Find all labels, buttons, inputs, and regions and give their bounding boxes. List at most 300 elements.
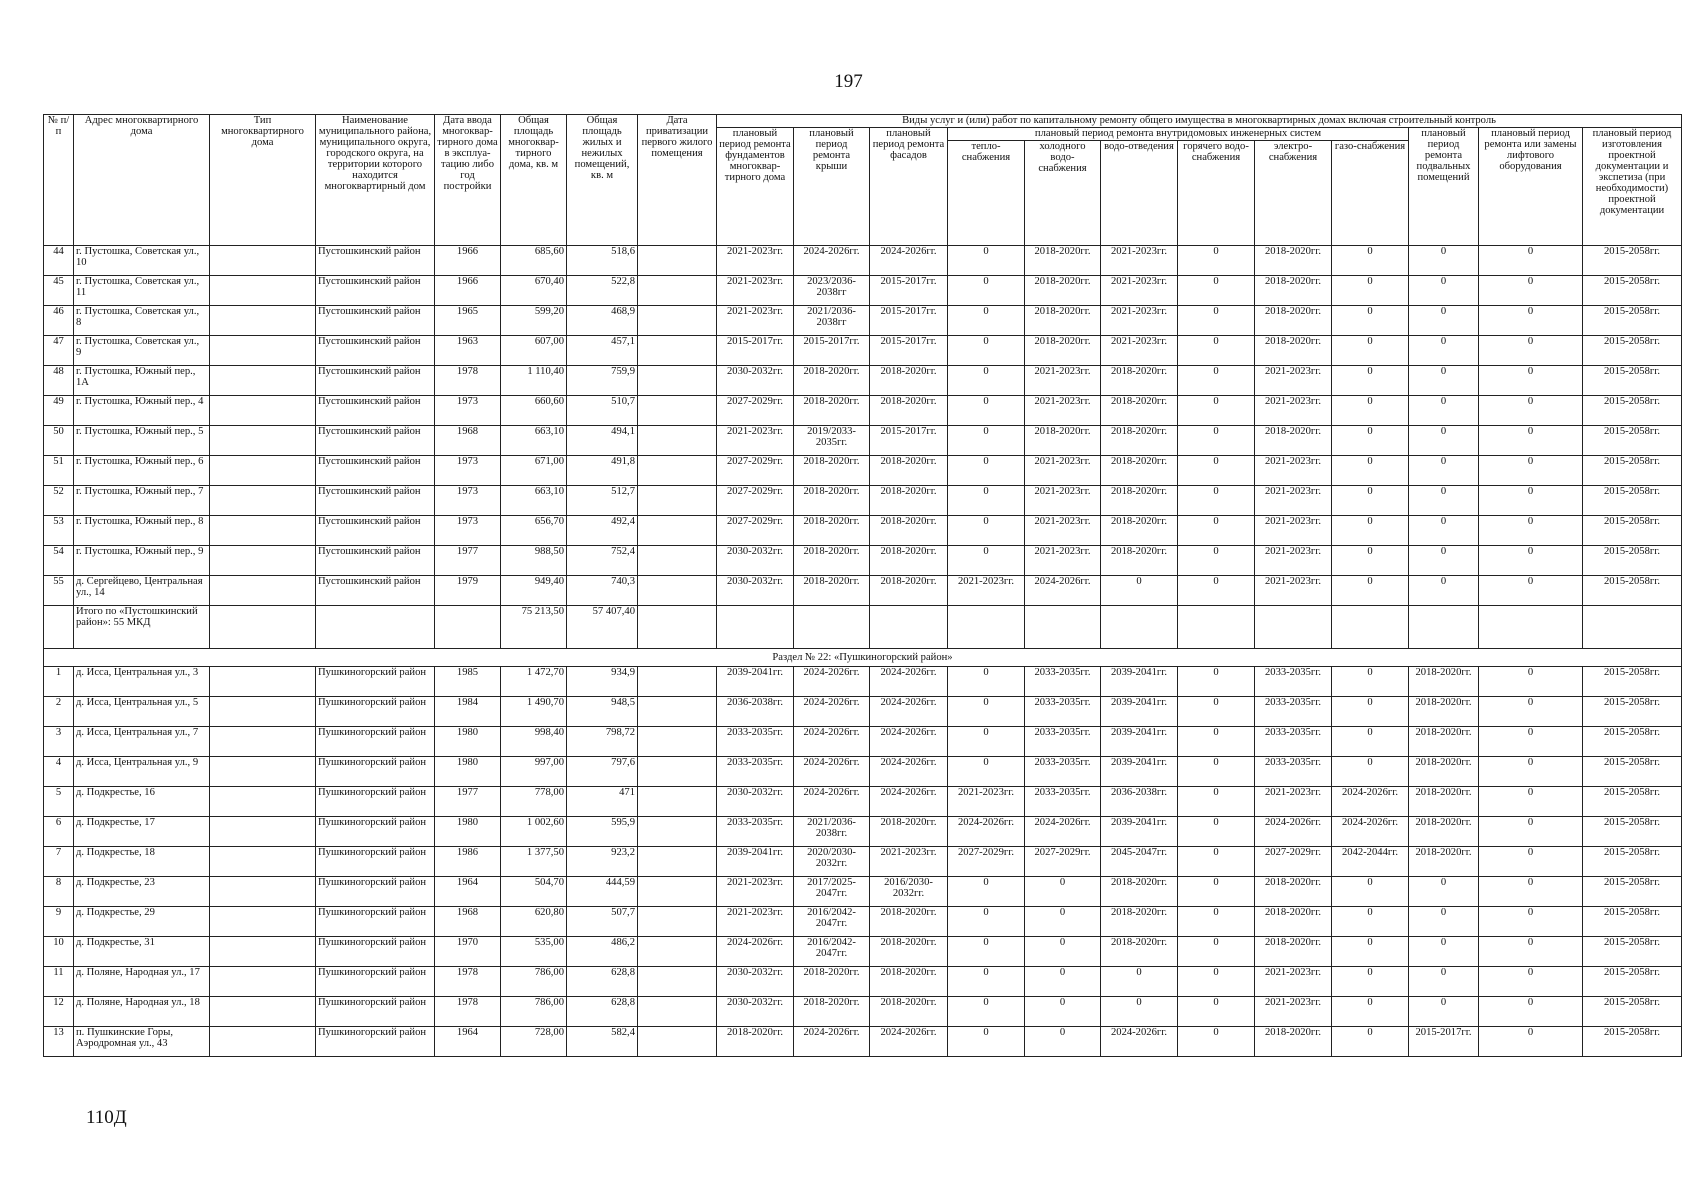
cell-foundation: 2027-2029гг. [717,486,794,516]
table-row [44,967,1682,997]
cell-facade: 2024-2026гг. [870,667,948,697]
cell-district: Пушкиногорский район [316,877,435,907]
cell-electricity: 2024-2026гг. [1255,817,1332,847]
cell-no: 47 [44,336,74,366]
cell-project-docs: 2015-2058гг. [1583,396,1682,426]
cell-no: 2 [44,697,74,727]
cell-privatization [638,907,717,937]
cell-facade: 2024-2026гг. [870,246,948,276]
cell-district: Пушкиногорский район [316,967,435,997]
cell-hot-water: 0 [1178,246,1255,276]
cell-district: Пушкиногорский район [316,1027,435,1057]
cell-foundation: 2021-2023гг. [717,877,794,907]
cell-foundation: 2030-2032гг. [717,576,794,606]
cell-basement: 0 [1409,246,1479,276]
cell-electricity: 2018-2020гг. [1255,1027,1332,1057]
cell-foundation: 2039-2041гг. [717,847,794,877]
header-roof: плановый период ремонта крыши [794,128,870,246]
cell-basement: 0 [1409,486,1479,516]
table-row [44,456,1682,486]
cell-house-type [210,306,316,336]
doc-code: 110Д [86,1107,127,1128]
cell-facade: 2024-2026гг. [870,1027,948,1057]
cell-elevator: 0 [1479,276,1583,306]
cell-living-area: 759,9 [567,366,638,396]
cell-basement: 2018-2020гг. [1409,667,1479,697]
cell-privatization [638,426,717,456]
table-row [44,246,1682,276]
cell-sewer: 2018-2020гг. [1101,937,1178,967]
cell-address: д. Подкрестье, 18 [74,847,210,877]
cell-house-type [210,937,316,967]
cell-total-area: 1 490,70 [501,697,567,727]
cell-living-area: 595,9 [567,817,638,847]
cell-roof: 2018-2020гг. [794,456,870,486]
cell-elevator: 0 [1479,697,1583,727]
cell-living-area: 797,6 [567,757,638,787]
cell-district: Пушкиногорский район [316,817,435,847]
cell-roof: 2015-2017гг. [794,336,870,366]
cell-hot-water: 0 [1178,426,1255,456]
cell-cold-water: 2024-2026гг. [1025,817,1101,847]
cell-basement: 0 [1409,967,1479,997]
cell-heat: 0 [948,516,1025,546]
cell-heat: 0 [948,727,1025,757]
cell-basement: 0 [1409,306,1479,336]
cell-privatization [638,576,717,606]
cell-facade: 2018-2020гг. [870,396,948,426]
cell-district: Пушкиногорский район [316,787,435,817]
cell-total-area: 504,70 [501,877,567,907]
cell-total-area: 620,80 [501,907,567,937]
cell-project-docs: 2015-2058гг. [1583,336,1682,366]
cell-sewer: 2021-2023гг. [1101,336,1178,366]
cell-no: 11 [44,967,74,997]
cell-district: Пушкиногорский район [316,847,435,877]
section-row [44,649,1682,667]
cell-no: 45 [44,276,74,306]
cell-sewer: 2039-2041гг. [1101,757,1178,787]
cell-total-area: 535,00 [501,937,567,967]
cell-gas: 0 [1332,516,1409,546]
cell-elevator: 0 [1479,937,1583,967]
cell-gas: 0 [1332,546,1409,576]
cell-heat: 0 [948,546,1025,576]
cell-house-type [210,516,316,546]
header-address: Адрес многоквартирного дома [74,115,210,246]
cell-house-type [210,787,316,817]
cell-basement: 0 [1409,997,1479,1027]
cell-year: 1977 [435,787,501,817]
cell-cold-water: 2033-2035гг. [1025,727,1101,757]
cell-basement: 0 [1409,877,1479,907]
cell-year: 1984 [435,697,501,727]
cell-total-area: 1 472,70 [501,667,567,697]
cell-facade: 2024-2026гг. [870,727,948,757]
table-row [44,426,1682,456]
cell-heat: 0 [948,997,1025,1027]
cell-heat: 0 [948,877,1025,907]
cell-roof: 2024-2026гг. [794,1027,870,1057]
cell-electricity: 2021-2023гг. [1255,396,1332,426]
table-row [44,396,1682,426]
cell-year: 1970 [435,937,501,967]
cell-heat: 0 [948,426,1025,456]
cell-no: 1 [44,667,74,697]
cell-address: д. Подкрестье, 16 [74,787,210,817]
cell-district: Пустошкинский район [316,426,435,456]
cell-address: д. Подкрестье, 17 [74,817,210,847]
cell-hot-water: 0 [1178,997,1255,1027]
cell-elevator: 0 [1479,396,1583,426]
cell-facade: 2024-2026гг. [870,697,948,727]
cell-house-type [210,697,316,727]
cell-total-area: 660,60 [501,396,567,426]
table-row [44,727,1682,757]
total-area-sum: 75 213,50 [501,606,567,649]
cell-hot-water: 0 [1178,907,1255,937]
cell-roof: 2018-2020гг. [794,516,870,546]
cell-privatization [638,246,717,276]
cell-hot-water: 0 [1178,336,1255,366]
cell-district: Пустошкинский район [316,246,435,276]
cell-elevator: 0 [1479,877,1583,907]
header-house-type: Тип многоквартирного дома [210,115,316,246]
cell-heat: 0 [948,667,1025,697]
cell-no: 7 [44,847,74,877]
cell-privatization [638,456,717,486]
table-row [44,667,1682,697]
cell-gas: 0 [1332,486,1409,516]
cell-elevator: 0 [1479,727,1583,757]
cell-gas: 0 [1332,667,1409,697]
cell-address: г. Пустошка, Южный пер., 7 [74,486,210,516]
cell-elevator: 0 [1479,667,1583,697]
cell-privatization [638,817,717,847]
header-basement: плановый период ремонта подвальных помещений [1409,128,1479,246]
header-heat: тепло-снабжения [948,141,1025,246]
cell-basement: 0 [1409,336,1479,366]
cell-foundation: 2027-2029гг. [717,396,794,426]
cell-roof: 2017/2025-2047гг. [794,877,870,907]
cell-gas: 0 [1332,697,1409,727]
table-row [44,877,1682,907]
cell-electricity: 2021-2023гг. [1255,486,1332,516]
cell-house-type [210,576,316,606]
cell-project-docs: 2015-2058гг. [1583,426,1682,456]
cell-total-area: 786,00 [501,997,567,1027]
cell-cold-water: 0 [1025,997,1101,1027]
cell-district: Пустошкинский район [316,486,435,516]
cell-gas: 0 [1332,396,1409,426]
cell-project-docs: 2015-2058гг. [1583,456,1682,486]
cell-facade: 2018-2020гг. [870,817,948,847]
cell-elevator: 0 [1479,907,1583,937]
cell-sewer: 2018-2020гг. [1101,546,1178,576]
cell-electricity: 2021-2023гг. [1255,787,1332,817]
cell-roof: 2018-2020гг. [794,546,870,576]
cell-living-area: 512,7 [567,486,638,516]
cell-address: д. Подкрестье, 23 [74,877,210,907]
cell-basement: 2015-2017гг. [1409,1027,1479,1057]
cell-project-docs: 2015-2058гг. [1583,366,1682,396]
cell-heat: 0 [948,456,1025,486]
cell-sewer: 2045-2047гг. [1101,847,1178,877]
cell-elevator: 0 [1479,997,1583,1027]
header-facade: плановый период ремонта фасадов [870,128,948,246]
table-row [44,907,1682,937]
cell-electricity: 2021-2023гг. [1255,576,1332,606]
cell-no: 46 [44,306,74,336]
cell-cold-water: 2021-2023гг. [1025,366,1101,396]
cell-project-docs: 2015-2058гг. [1583,757,1682,787]
cell-privatization [638,997,717,1027]
cell-foundation: 2033-2035гг. [717,727,794,757]
cell-no: 48 [44,366,74,396]
cell-facade: 2018-2020гг. [870,907,948,937]
cell-house-type [210,546,316,576]
cell-basement: 0 [1409,576,1479,606]
cell-address: г. Пустошка, Южный пер., 8 [74,516,210,546]
cell-cold-water: 2033-2035гг. [1025,697,1101,727]
cell-project-docs: 2015-2058гг. [1583,877,1682,907]
cell-sewer: 2039-2041гг. [1101,817,1178,847]
cell-no: 6 [44,817,74,847]
cell-basement: 0 [1409,366,1479,396]
cell-roof: 2024-2026гг. [794,757,870,787]
cell-living-area: 628,8 [567,997,638,1027]
header-gas: газо-снабжения [1332,141,1409,246]
cell-district: Пустошкинский район [316,456,435,486]
cell-no: 5 [44,787,74,817]
cell-gas: 0 [1332,997,1409,1027]
table-row [44,847,1682,877]
table-row [44,576,1682,606]
cell-hot-water: 0 [1178,396,1255,426]
cell-gas: 0 [1332,877,1409,907]
cell-heat: 2021-2023гг. [948,576,1025,606]
cell-roof: 2021/2036-2038гг [794,306,870,336]
cell-basement: 0 [1409,546,1479,576]
cell-gas: 0 [1332,426,1409,456]
header-total-area: Общая площадь многоквар-тирного дома, кв. м [501,115,567,246]
cell-basement: 2018-2020гг. [1409,757,1479,787]
cell-total-area: 670,40 [501,276,567,306]
cell-gas: 0 [1332,757,1409,787]
cell-hot-water: 0 [1178,516,1255,546]
cell-year: 1966 [435,246,501,276]
cell-hot-water: 0 [1178,1027,1255,1057]
cell-facade: 2024-2026гг. [870,757,948,787]
cell-no: 10 [44,937,74,967]
cell-house-type [210,727,316,757]
cell-basement: 2018-2020гг. [1409,727,1479,757]
cell-total-area: 949,40 [501,576,567,606]
cell-house-type [210,426,316,456]
total-row [44,606,1682,649]
cell-privatization [638,847,717,877]
cell-privatization [638,336,717,366]
cell-gas: 0 [1332,727,1409,757]
cell-address: д. Сергейцево, Центральная ул., 14 [74,576,210,606]
cell-cold-water: 2018-2020гг. [1025,246,1101,276]
cell-privatization [638,727,717,757]
living-area-sum: 57 407,40 [567,606,638,649]
cell-elevator: 0 [1479,516,1583,546]
cell-house-type [210,847,316,877]
table-row [44,787,1682,817]
cell-project-docs: 2015-2058гг. [1583,727,1682,757]
cell-total-area: 1 110,40 [501,366,567,396]
cell-address: д. Исса, Центральная ул., 5 [74,697,210,727]
cell-total-area: 778,00 [501,787,567,817]
cell-facade: 2018-2020гг. [870,576,948,606]
cell-district: Пушкиногорский район [316,997,435,1027]
header-hot-water: горячего водо-снабжения [1178,141,1255,246]
cell-electricity: 2018-2020гг. [1255,306,1332,336]
cell-basement: 0 [1409,456,1479,486]
cell-roof: 2018-2020гг. [794,396,870,426]
cell-project-docs: 2015-2058гг. [1583,997,1682,1027]
cell-roof: 2021/2036-2038гг. [794,817,870,847]
cell-living-area: 471 [567,787,638,817]
cell-elevator: 0 [1479,306,1583,336]
cell-gas: 0 [1332,276,1409,306]
cell-house-type [210,486,316,516]
cell-sewer: 0 [1101,967,1178,997]
cell-basement: 0 [1409,516,1479,546]
cell-year: 1965 [435,306,501,336]
cell-privatization [638,787,717,817]
cell-gas: 0 [1332,1027,1409,1057]
cell-foundation: 2039-2041гг. [717,667,794,697]
cell-district: Пушкиногорский район [316,727,435,757]
table-row [44,937,1682,967]
cell-project-docs: 2015-2058гг. [1583,907,1682,937]
cell-cold-water: 2018-2020гг. [1025,336,1101,366]
cell-hot-water: 0 [1178,366,1255,396]
cell-house-type [210,276,316,306]
cell-roof: 2024-2026гг. [794,697,870,727]
cell-roof: 2018-2020гг. [794,366,870,396]
cell-elevator: 0 [1479,366,1583,396]
cell-year: 1980 [435,727,501,757]
cell-living-area: 492,4 [567,516,638,546]
cell-no: 54 [44,546,74,576]
cell-heat: 0 [948,336,1025,366]
cell-sewer: 2021-2023гг. [1101,306,1178,336]
cell-heat: 2027-2029гг. [948,847,1025,877]
cell-no: 8 [44,877,74,907]
cell-living-area: 444,59 [567,877,638,907]
table-row [44,546,1682,576]
cell-sewer: 2018-2020гг. [1101,516,1178,546]
cell-elevator: 0 [1479,486,1583,516]
cell-house-type [210,366,316,396]
cell-no: 50 [44,426,74,456]
cell-gas: 2042-2044гг. [1332,847,1409,877]
cell-total-area: 663,10 [501,486,567,516]
cell-year: 1978 [435,997,501,1027]
cell-hot-water: 0 [1178,546,1255,576]
cell-house-type [210,456,316,486]
header-works-group: Виды услуг и (или) работ по капитальному ремонту общего имущества в многоквартирных домах включая строительный контроль [717,115,1682,128]
cell-basement: 0 [1409,426,1479,456]
cell-gas: 0 [1332,967,1409,997]
cell-hot-water: 0 [1178,697,1255,727]
cell-foundation: 2027-2029гг. [717,516,794,546]
header-commission-date: Дата ввода многоквар-тирного дома в эксплуа-тацию либо год постройки [435,115,501,246]
rows-pustoshka [44,246,1682,606]
capital-repair-table [43,114,1682,1057]
cell-year: 1963 [435,336,501,366]
cell-sewer: 2039-2041гг. [1101,697,1178,727]
cell-year: 1985 [435,667,501,697]
cell-district: Пустошкинский район [316,516,435,546]
cell-roof: 2016/2042-2047гг. [794,937,870,967]
cell-total-area: 1 002,60 [501,817,567,847]
table-row [44,757,1682,787]
cell-cold-water: 2021-2023гг. [1025,456,1101,486]
cell-heat: 2024-2026гг. [948,817,1025,847]
cell-year: 1978 [435,366,501,396]
cell-year: 1980 [435,817,501,847]
cell-electricity: 2027-2029гг. [1255,847,1332,877]
cell-facade: 2015-2017гг. [870,336,948,366]
table-row [44,817,1682,847]
cell-basement: 0 [1409,276,1479,306]
cell-address: г. Пустошка, Советская ул., 11 [74,276,210,306]
cell-heat: 0 [948,967,1025,997]
cell-privatization [638,486,717,516]
cell-elevator: 0 [1479,967,1583,997]
cell-privatization [638,1027,717,1057]
cell-total-area: 997,00 [501,757,567,787]
cell-year: 1973 [435,396,501,426]
cell-elevator: 0 [1479,426,1583,456]
cell-year: 1973 [435,456,501,486]
cell-elevator: 0 [1479,546,1583,576]
cell-electricity: 2033-2035гг. [1255,727,1332,757]
cell-no: 12 [44,997,74,1027]
cell-project-docs: 2015-2058гг. [1583,697,1682,727]
cell-sewer: 0 [1101,997,1178,1027]
cell-year: 1968 [435,907,501,937]
cell-year: 1964 [435,877,501,907]
cell-gas: 2024-2026гг. [1332,787,1409,817]
cell-hot-water: 0 [1178,967,1255,997]
cell-house-type [210,246,316,276]
cell-hot-water: 0 [1178,306,1255,336]
cell-project-docs: 2015-2058гг. [1583,246,1682,276]
cell-electricity: 2033-2035гг. [1255,757,1332,787]
cell-electricity: 2018-2020гг. [1255,426,1332,456]
cell-living-area: 518,6 [567,246,638,276]
cell-gas: 0 [1332,366,1409,396]
cell-address: п. Пушкинские Горы, Аэродромная ул., 43 [74,1027,210,1057]
cell-cold-water: 2027-2029гг. [1025,847,1101,877]
cell-no: 53 [44,516,74,546]
header-foundation: плановый период ремонта фундаментов многоквар-тирного дома [717,128,794,246]
cell-basement: 0 [1409,937,1479,967]
cell-facade: 2018-2020гг. [870,546,948,576]
cell-living-area: 491,8 [567,456,638,486]
cell-no: 9 [44,907,74,937]
cell-year: 1973 [435,516,501,546]
cell-address: г. Пустошка, Южный пер., 1А [74,366,210,396]
cell-living-area: 582,4 [567,1027,638,1057]
cell-facade: 2015-2017гг. [870,306,948,336]
